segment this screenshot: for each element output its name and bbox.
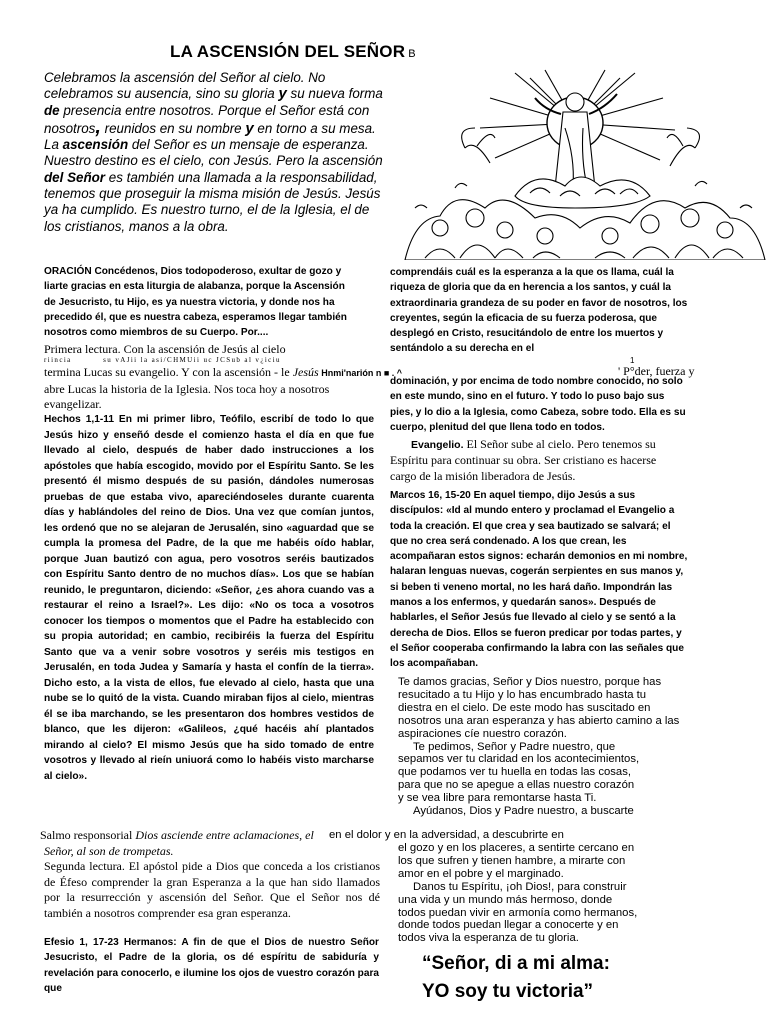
page-title: LA ASCENSIÓN DEL SEÑOR B [170, 42, 416, 61]
hechos-reading: Hechos 1,1-11 En mi primer libro, Teófilo, escribí de todo lo que Jesús hizo y enseñó desde el comienzo hasta el día en que fue llevado al cielo, después de haber dado instrucciones a los apóstoles que había escogido, movido por el Espíritu Santo. Se les presentó él mismo después de su pasión, dándoles numerosas pruebas de que estaba vivo, apareciéndoseles durante cuarenta días y hablándoles del reino de Dios. Una vez que comían juntos, les ordenó que no se alejaran de Jerusalén, sino «aguardad que se cumpla la promesa del Padre, de la que me habéis oído hablar, porque Juan bautizó con agua, pero vosotros seréis bautizados con Espíritu Santo dentro de no muchos días». Los que se habían reunido, le preguntaron, diciendo: «Señor, ¿es ahora cuando vas a restaurar el reino a Israel?». Les dijo: «No os toca a vosotros conocer los tiempos o momentos que el Padre ha establecido con su propia autoridad; en cambio, recibiréis la fuerza del Espíritu Santo que va a venir sobre vosotros y seréis mis testigos en Jerusalén, en toda Judea y Samaría y hasta el confín de la tierra». Dicho esto, a la vista de ellos, fue elevado al cielo, hasta que una nube se lo quitó de la vista. Cuando miraban fijos al cielo, mientras él se iba marchando, se les presentaron dos hombres vestidos de blanco, que les dijeron: «Galileos, ¿qué hacéis ahí plantados mirando al cielo? El mismo Jesús que ha sido tomado de entre vosotros y llevado al rieín uniuorá como lo habéis visto marcharse al cielo». [44, 414, 374, 782]
efesios-continuation: comprendáis cuál es la esperanza a la que os llama, cuál la riqueza de gloria que da en herencia a los santos, y cuál la extraordinaria grandeza de su poder en favor de nosotros, los creyentes, según la eficacia de su fuerza poderosa, que desplegó en Cristo, resucitándolo de entre los muertos y sentándolo a su derecha en el [390, 267, 688, 355]
efesios-poder: ' P°der, fuerza y [618, 364, 695, 378]
salmo-responsorial: Salmo responsorial Dios asciende entre aclamaciones, el [40, 828, 314, 842]
salmo-antifona-cont: Señor, al son de trompetas. [44, 844, 174, 858]
primera-lectura-garbled: riincia su vAJii la asi/CHMUii uc JCSub al v¿iciu [44, 356, 281, 364]
oracion-final: Te damos gracias, Señor y Dios nuestro, porque has resucitado a tu Hijo y lo has encumbrado hasta tu diestra en el cielo. De este modo has suscitado en nosotros una aran esperanza y has abierto camino a las aspiraciones cíe nuestro corazón. Te pedimos, Señor y Padre nuestro, que sepamos ver tu claridad en los acontecimientos, que podamos ver tu huella en todas las cosas, para que no se apegue a ellas nuestro corazón y se vea libre para remontarse hasta Ti. Ayúdanos, Dios y Padre nuestro, a buscarte [398, 676, 680, 818]
efesios-continuation-2: dominación, y por encima de todo nombre conocido, no solo en este mundo, sino en el futuro. Y todo lo puso bajo sus pies, y lo dio a la Iglesia, como Cabeza, sobre todo. Ella es su cuerpo, plenitud del que llena todo en todos. [390, 376, 686, 433]
marcos-gospel: Marcos 16, 15-20 En aquel tiempo, dijo Jesús a sus discípulos: «Id al mundo entero y proclamad el Evangelio a toda la creación. El que crea y sea bautizado se salvará; el que no crea será condenado. A los que crean, les acompañaran estos signos: echarán demonios en mi nombre, halaran lenguas nuevas, cogerán serpientes en sus manos y, si beben ti veneno mortal, no les hará daño. Impondrán las manos a los enfermos, y quedarán sanos». Después de hablarles, el Señor Jesús fue llevado al cielo y se sentó a la derecha de Dios. Ellos se fueron predicar por todas partes, y el Señor cooperaba confirmando la labra con las señales que los acompañaban. [390, 490, 688, 670]
segunda-lectura: Segunda lectura. El apóstol pide a Dios que conceda a los cristianos de Éfeso comprender la gran Esperanza a la que han sido llamados por la resurrección y ascensión del Señor. Que el Señor nos dé también a nosotros comprender esa gran esperanza. [44, 859, 380, 920]
efesios-reading: Efesio 1, 17-23 Hermanos: A fin de que el Dios de nuestro Señor Jesucristo, el Padre de la gloria, os dé espíritu de sabiduría y revelación para conocerlo, e ilumine los ojos de vuestro corazón para que [44, 937, 379, 994]
oracion-colecta: ORACIÓN Concédenos, Dios todopoderoso, exultar de gozo y liarte gracias en esta liturgia de alabanza, porque la Ascensión de Jesucristo, tu Hijo, es ya nuestra victoria, y donde nos ha precedido él, que es nuestra cabeza, esperamos llegar también nosotros como miembros de su Cuerpo. Por.... [44, 266, 347, 339]
primera-lectura-line2: termina Lucas su evangelio. Y con la ascensión - le Jesús Hnmi'narión n ■ . ^ [44, 365, 403, 379]
evangelio-intro: Evangelio. El Señor sube al cielo. Pero tenemos su Espíritu para continuar su obra. Ser cristiano es hacerse cargo de la misión liberadora de Jesús. [390, 437, 657, 483]
oracion-final-continues: en el dolor y en la adversidad, a descubrirte en [329, 828, 689, 842]
primera-lectura-line3: abre Lucas la historia de la Iglesia. Nos toca hoy a nosotros evangelizar. [44, 382, 330, 411]
liturgical-cycle: B [408, 48, 416, 60]
intro-paragraph: Celebramos la ascensión del Señor al cielo. No celebramos su ausencia, sino su gloria y su nueva forma de presencia entre nosotros. Porque el Señor está con nosotros, reunidos en su nombre y en torno a su mesa. La ascensión del Señor es un mensaje de esperanza. Nuestro destino es el cielo, con Jesús. Pero la ascensión del Señor es también una llamada a la responsabilidad, tenemos que proseguir la misma misión de Jesús. Jesús ya ha cumplido. Es nuestro turno, el de la Iglesia, el de los cristianos, manos a la obra. [44, 70, 383, 234]
closing-quote: “Señor, di a mi alma: YO soy tu victoria” [422, 953, 610, 1002]
ascension-engraving-icon [395, 68, 768, 260]
efesios-marks: 1 [630, 356, 635, 365]
primera-lectura-line1: Primera lectura. Con la ascensión de Jesús al cielo [44, 342, 286, 356]
oracion-final-2: el gozo y en los placeres, a sentirte cercano en los que sufren y tienen hambre, a mirarte con amor en el pobre y el marginado. Danos tu Espíritu, ¡oh Dios!, para construir una vida y un mundo más hermoso, donde todos puedan vivir en armonía como hermanos, donde todos puedan llegar a conocerte y en todos viva la esperanza de tu gloria. [398, 842, 638, 945]
